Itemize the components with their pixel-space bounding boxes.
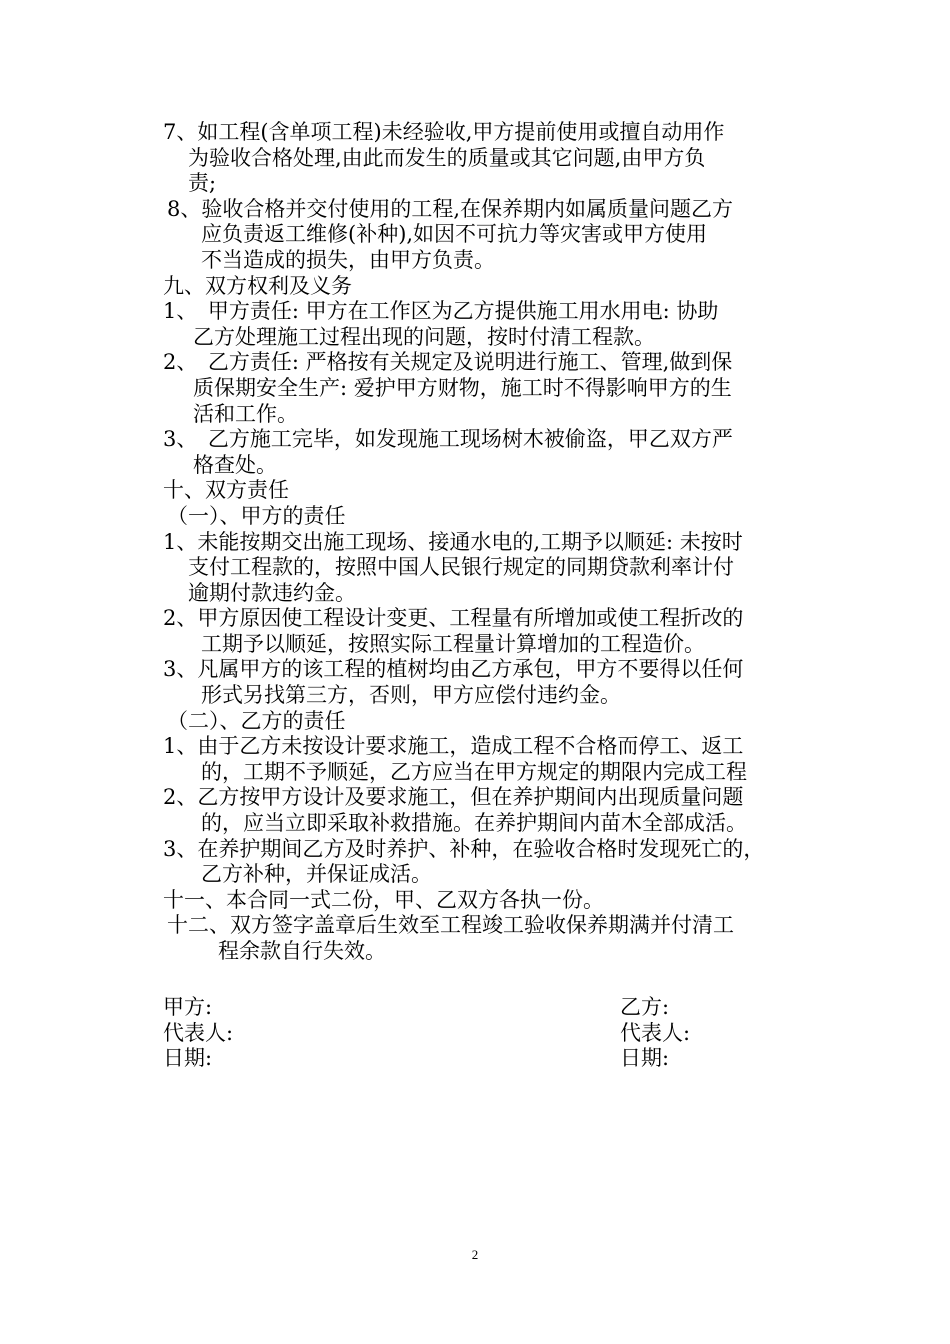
text-line: 8、验收合格并交付使用的工程,在保养期内如属质量问题乙方 [167, 196, 734, 221]
text-line: 2、乙方按甲方设计及要求施工，但在养护期间内出现质量问题 [163, 785, 744, 810]
text-line: 乙方处理施工过程出现的问题，按时付清工程款。 [193, 324, 655, 349]
text-line: 十一、本合同一式二份，甲、乙双方各执一份。 [163, 887, 604, 912]
text-line: 为验收合格处理,由此而发生的质量或其它问题,由甲方负 [188, 145, 706, 170]
party-b-representative: 代表人: [620, 1020, 691, 1045]
text-line: 2、 乙方责任: 严格按有关规定及说明进行施工、管理,做到保 [163, 350, 733, 375]
party-b-date: 日期: [620, 1046, 670, 1071]
text-line: 7、如工程(含单项工程)未经验收,甲方提前使用或擅自动用作 [163, 120, 725, 144]
text-line: 3、凡属甲方的该工程的植树均由乙方承包，甲方不要得以任何 [163, 657, 744, 682]
party-a-representative: 代表人: [163, 1020, 234, 1045]
text-line: 程余款自行失效。 [218, 939, 386, 963]
text-line: 逾期付款违约金。 [188, 580, 356, 605]
text-line: 九、双方权利及义务 [163, 273, 352, 298]
party-a-signature-block [163, 995, 233, 1072]
party-b-label: 乙方: [620, 995, 670, 1019]
party-b-signature-block [620, 995, 690, 1072]
text-line: 十、双方责任 [163, 478, 289, 503]
text-line: 支付工程款的，按照中国人民银行规定的同期贷款利率计付 [188, 555, 734, 580]
text-line: 活和工作。 [193, 401, 298, 426]
page-number: 2 [471, 1247, 479, 1262]
text-line: （二）、乙方的责任 [167, 708, 346, 733]
text-line: 不当造成的损失，由甲方负责。 [201, 247, 495, 272]
contract-body [163, 120, 813, 965]
text-line: 1、 甲方责任: 甲方在工作区为乙方提供施工用水用电: 协助 [163, 299, 719, 324]
text-line: 3、在养护期间乙方及时养护、补种，在验收合格时发现死亡的， [163, 836, 765, 861]
text-line: 乙方补种，并保证成活。 [201, 862, 432, 887]
text-line: 2、甲方原因使工程设计变更、工程量有所增加或使工程折改的 [163, 606, 744, 631]
text-line: 十二、双方签字盖章后生效至工程竣工验收保养期满并付清工 [167, 913, 734, 938]
text-line: 1、未能按期交出施工现场、接通水电的,工期予以顺延: 未按时 [163, 529, 743, 554]
text-line: 质保期安全生产: 爱护甲方财物，施工时不得影响甲方的生 [193, 375, 732, 400]
text-line: 工期予以顺延，按照实际工程量计算增加的工程造价。 [201, 631, 705, 656]
text-line: 的，工期不予顺延，乙方应当在甲方规定的期限内完成工程 [201, 759, 747, 784]
party-a-label: 甲方: [163, 995, 213, 1019]
text-line: 3、 乙方施工完毕，如发现施工现场树木被偷盗，甲乙双方严 [163, 427, 733, 452]
party-a-date: 日期: [163, 1046, 213, 1071]
text-line: 形式另找第三方，否则，甲方应偿付违约金。 [201, 683, 621, 708]
text-line: 1、由于乙方未按设计要求施工，造成工程不合格而停工、返工 [163, 734, 744, 759]
text-line: 应负责返工维修(补种),如因不可抗力等灾害或甲方使用 [201, 222, 708, 247]
text-line: 格查处。 [193, 452, 277, 477]
text-line: （一）、甲方的责任 [167, 503, 346, 528]
text-line: 的，应当立即采取补救措施。在养护期间内苗木全部成活。 [201, 811, 747, 836]
text-line: 责; [188, 171, 217, 196]
